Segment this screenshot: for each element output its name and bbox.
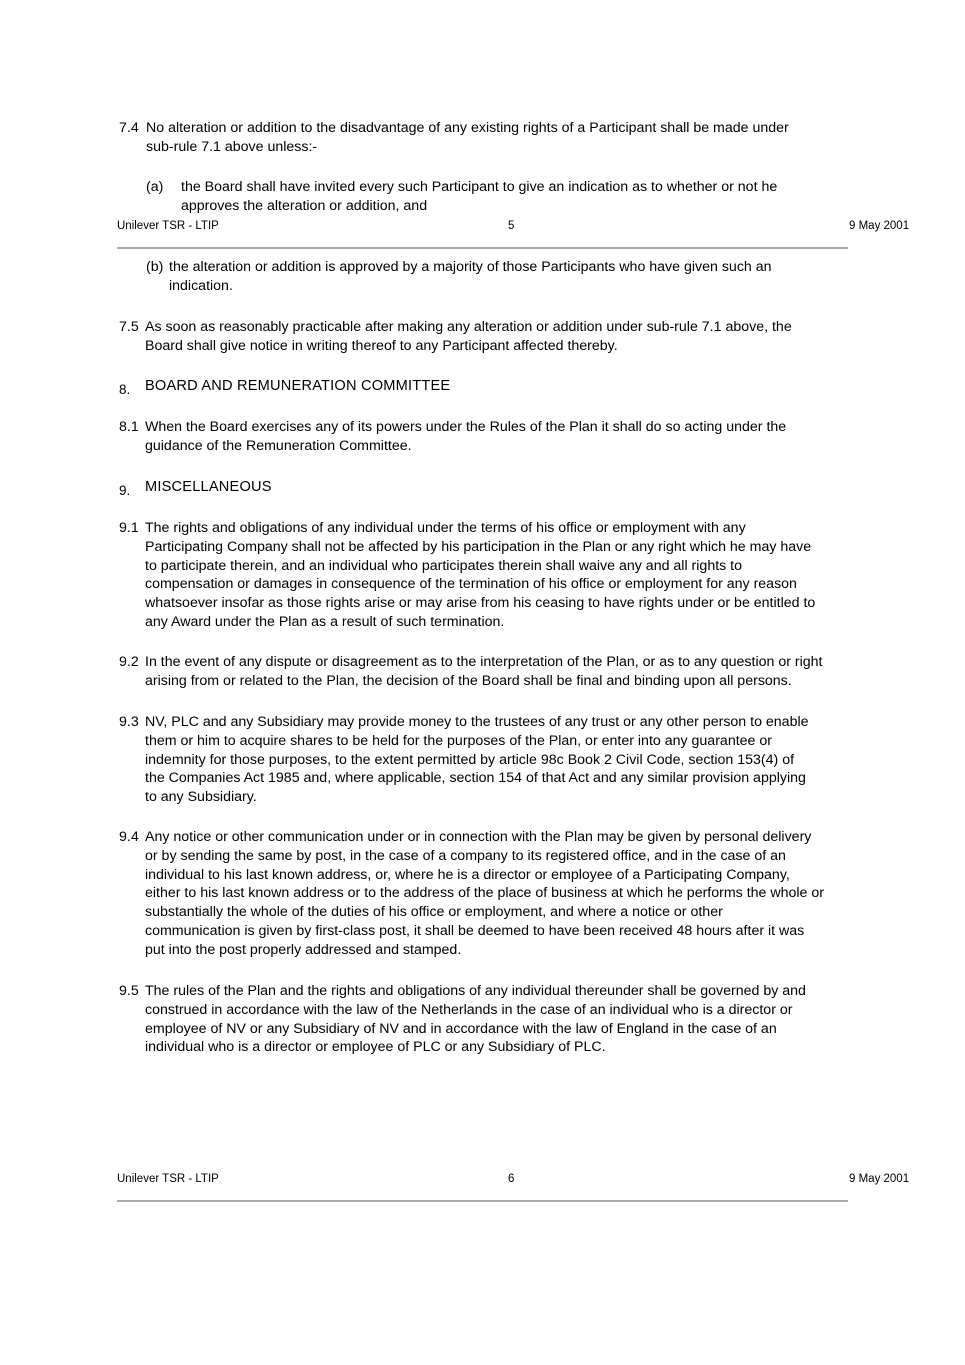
- clause-9-5-text: [145, 982, 806, 1057]
- text-line: No alteration or addition to the disadvantage of any existing rights of a Participant shall be made under: [146, 120, 789, 136]
- text-line: the Companies Act 1985 and, where applicable, section 154 of that Act and any similar provision applying: [145, 770, 806, 787]
- clause-number-8-1: 8.1: [119, 419, 139, 435]
- subclause-label-b: (b): [146, 259, 164, 275]
- text-line: indemnity for those purposes, to the extent permitted by article 98c Book 2 Civil Code, section 153(4) of: [145, 751, 795, 768]
- clause-number-9-5: 9.5: [119, 983, 139, 999]
- footer-date: 9 May 2001: [849, 1173, 910, 1185]
- clause-7-4-text: [146, 119, 789, 157]
- clause-number-9-2: 9.2: [119, 654, 139, 670]
- footer-document-name: Unilever TSR - LTIP: [117, 220, 219, 232]
- text-line: communication is given by first-class post, it shall be deemed to have been received 48 hours after it was: [145, 922, 805, 939]
- text-line: or by sending the same by post, in the case of a company to its registered office, and in the case of an: [145, 847, 786, 864]
- text-line: either to his last known address or to the address of the place of business at which he performs the whole or: [145, 885, 825, 902]
- text-line: indication.: [169, 277, 233, 294]
- text-line: approves the alteration or addition, and: [181, 197, 428, 214]
- text-line: In the event of any dispute or disagreement as to the interpretation of the Plan, or as to any question or right: [145, 654, 823, 670]
- text-line: When the Board exercises any of its powers under the Rules of the Plan it shall do so acting under the: [145, 419, 787, 435]
- footer-page-number: 5: [508, 220, 515, 232]
- clause-number-9-3: 9.3: [119, 714, 139, 730]
- clause-7-5-text: [145, 318, 792, 356]
- text-line: individual who is a director or employee of PLC or any Subsidiary of PLC.: [145, 1039, 606, 1056]
- text-line: substantially the whole of the duties of his office or employment, and where a notice or other: [145, 904, 723, 921]
- text-line: construed in accordance with the law of the Netherlands in the case of an individual who is a director or: [145, 1001, 793, 1018]
- text-line: The rules of the Plan and the rights and obligations of any individual thereunder shall be governed by and: [145, 983, 806, 999]
- text-line: compensation or damages in consequence of the termination of his office or employment for any reason: [145, 576, 797, 593]
- subclause-label-a: (a): [146, 179, 164, 195]
- clause-9-3-text: [145, 713, 809, 807]
- text-line: As soon as reasonably practicable after making any alteration or addition under sub-rule 7.1 above, the: [145, 319, 792, 335]
- clause-number-9-1: 9.1: [119, 520, 139, 536]
- clause-8-1-text: [145, 418, 786, 456]
- text-line: NV, PLC and any Subsidiary may provide money to the trustees of any trust or any other person to enable: [145, 714, 809, 730]
- clause-9-4-text: [145, 828, 824, 960]
- section-heading-number-9: 9.: [119, 483, 131, 498]
- clause-number-9-4: 9.4: [119, 829, 139, 845]
- text-line: whatsoever insofar as those rights arise or may arise from his ceasing to have rights under or be entitled to: [145, 595, 816, 612]
- text-line: put into the post properly addressed and stamped.: [145, 941, 462, 958]
- text-line: to participate therein, and an individual who participates therein shall waive any and all rights to: [145, 557, 743, 574]
- text-line: them or him to acquire shares to be held for the purposes of the Plan, or enter into any guarantee or: [145, 732, 772, 749]
- text-line: The rights and obligations of any individual under the terms of his office or employment with any: [145, 520, 746, 536]
- footer-page-number: 6: [508, 1173, 515, 1185]
- footer-date: 9 May 2001: [849, 220, 910, 232]
- subclause-a-text: [181, 178, 777, 216]
- footer-divider: [117, 1200, 848, 1202]
- text-line: individual to his last known address, or, where he is a director or employee of a Participating Company,: [145, 866, 790, 883]
- section-heading-board-and-remuneration-committee: BOARD AND REMUNERATION COMMITTEE: [145, 378, 451, 394]
- clause-9-2-text: [145, 653, 822, 691]
- clause-number-7-4: 7.4: [119, 120, 139, 136]
- subclause-b-text: [169, 258, 772, 296]
- text-line: any Award under the Plan as a result of such termination.: [145, 613, 505, 630]
- text-line: the Board shall have invited every such Participant to give an indication as to whether or not he: [181, 179, 778, 195]
- text-line: arising from or related to the Plan, the decision of the Board shall be final and binding upon all persons.: [145, 672, 792, 689]
- clause-number-7-5: 7.5: [119, 319, 139, 335]
- text-line: to any Subsidiary.: [145, 789, 257, 806]
- footer-divider: [117, 247, 848, 249]
- text-line: Participating Company shall not be affected by his participation in the Plan or any right which he may have: [145, 538, 812, 555]
- section-heading-number-8: 8.: [119, 382, 131, 397]
- text-line: Any notice or other communication under or in connection with the Plan may be given by personal delivery: [145, 829, 812, 845]
- section-heading-miscellaneous: MISCELLANEOUS: [145, 479, 272, 495]
- text-line: the alteration or addition is approved by a majority of those Participants who have given such an: [169, 259, 772, 275]
- text-line: guidance of the Remuneration Committee.: [145, 437, 412, 454]
- text-line: Board shall give notice in writing thereof to any Participant affected thereby.: [145, 337, 618, 354]
- footer-document-name: Unilever TSR - LTIP: [117, 1173, 219, 1185]
- text-line: employee of NV or any Subsidiary of NV and in accordance with the law of England in the case of an: [145, 1020, 777, 1037]
- text-line: sub-rule 7.1 above unless:-: [146, 138, 318, 155]
- clause-9-1-text: [145, 519, 815, 632]
